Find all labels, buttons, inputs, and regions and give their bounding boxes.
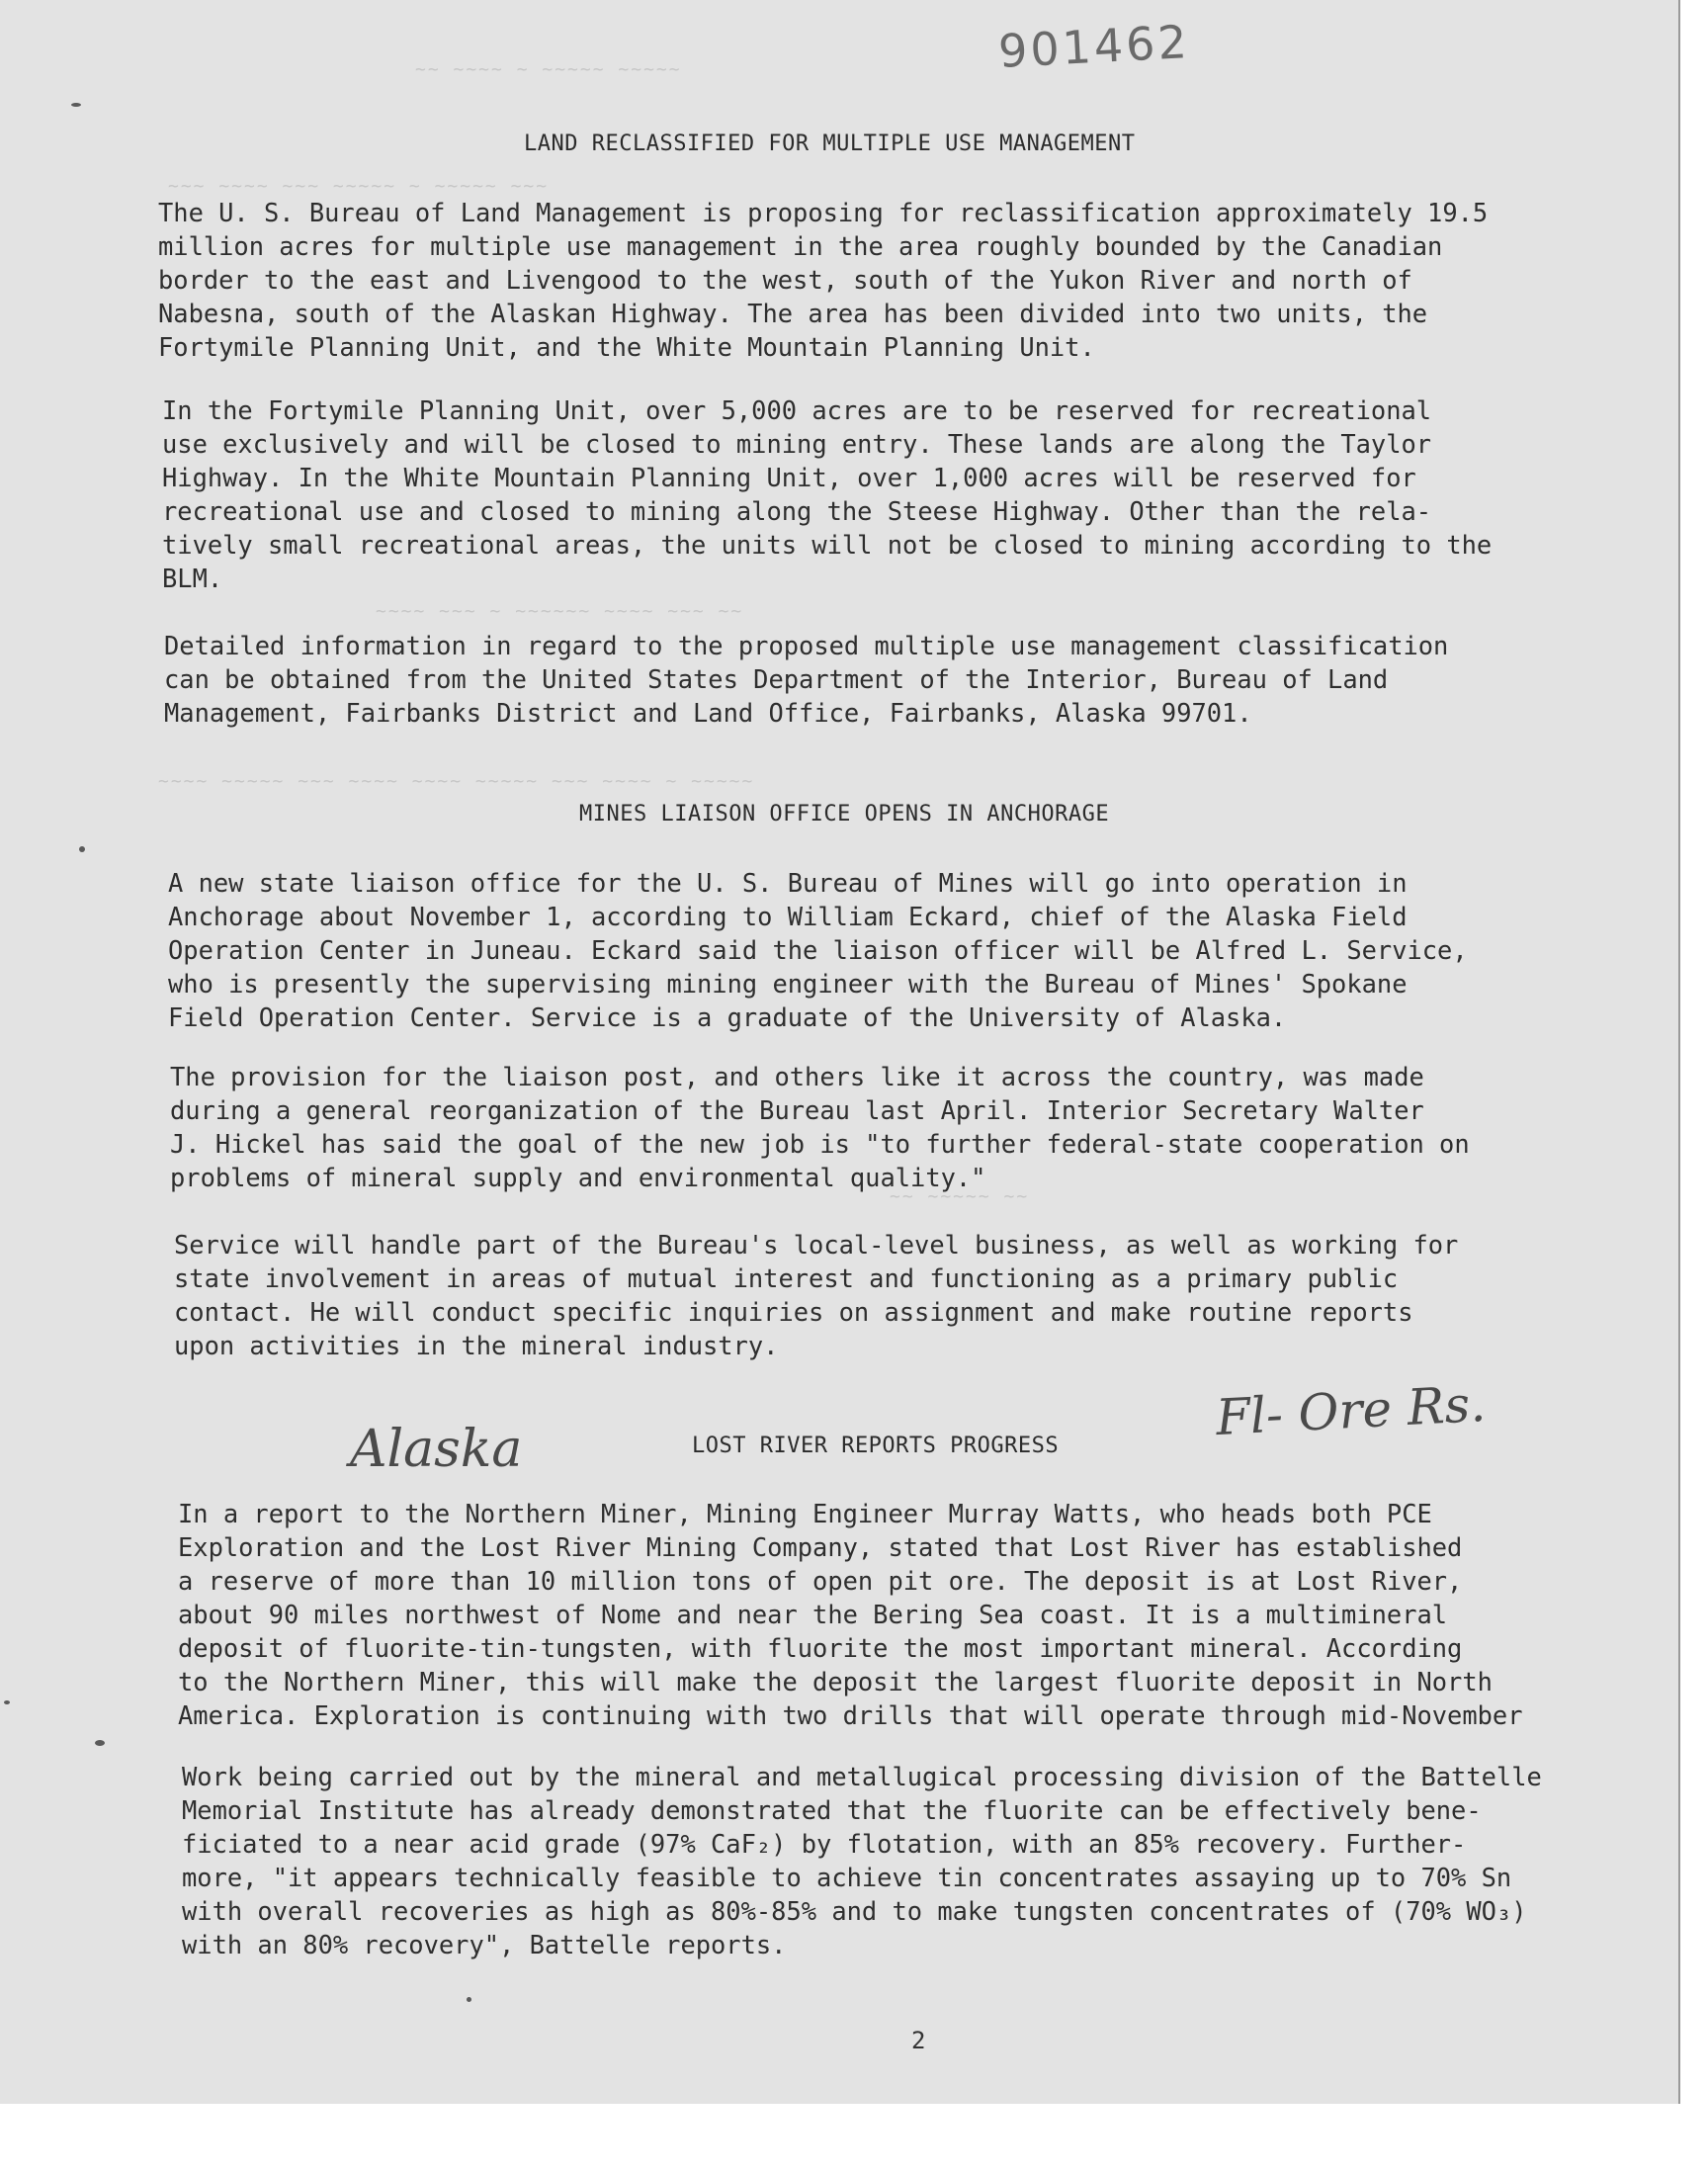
text-line: Work being carried out by the mineral and metallugical processing division of the Battelle bbox=[182, 1762, 1542, 1791]
paragraph bbox=[162, 393, 1492, 595]
text-line: In a report to the Northern Miner, Mining Engineer Murray Watts, who heads both PCE bbox=[178, 1499, 1432, 1528]
text-line: Fortymile Planning Unit, and the White Mountain Planning Unit. bbox=[158, 332, 1095, 362]
text-line: with an 80% recovery", Battelle reports. bbox=[182, 1930, 787, 1959]
paragraph bbox=[164, 629, 1448, 730]
section-heading-lost-river: LOST RIVER REPORTS PROGRESS bbox=[692, 1434, 1060, 1458]
paragraph bbox=[174, 1228, 1458, 1362]
scan-border-bottom bbox=[0, 2104, 1708, 2175]
text-line: Highway. In the White Mountain Planning Unit, over 1,000 acres will be reserved for bbox=[162, 463, 1416, 492]
text-line: Service will handle part of the Bureau's local-level business, as well as working for bbox=[174, 1230, 1459, 1260]
bleed-through: ~~ ~~~~ ~ ~~~~~ ~~~~~ bbox=[415, 59, 682, 80]
text-line: Management, Fairbanks District and Land Office, Fairbanks, Alaska 99701. bbox=[164, 698, 1252, 728]
handwritten-note-left: Alaska bbox=[350, 1420, 523, 1479]
text-line: ficiated to a near acid grade (97% CaF₂) by flotation, with an 85% recovery. Further- bbox=[182, 1829, 1467, 1859]
text-line: Operation Center in Juneau. Eckard said the liaison officer will be Alfred L. Service, bbox=[168, 935, 1468, 965]
paragraph bbox=[182, 1760, 1542, 1961]
text-line: deposit of fluorite-tin-tungsten, with fluorite the most important mineral. According bbox=[178, 1633, 1463, 1663]
text-line: America. Exploration is continuing with two drills that will operate through mid-November bbox=[178, 1700, 1523, 1730]
text-line: The provision for the liaison post, and others like it across the country, was made bbox=[170, 1062, 1424, 1091]
text-line: state involvement in areas of mutual interest and functioning as a primary public bbox=[174, 1263, 1399, 1293]
text-line: contact. He will conduct specific inquiries on assignment and make routine reports bbox=[174, 1297, 1413, 1327]
paragraph bbox=[168, 866, 1468, 1034]
text-line: tively small recreational areas, the units will not be closed to mining according to the bbox=[162, 530, 1493, 560]
paragraph bbox=[170, 1060, 1470, 1194]
text-line: during a general reorganization of the Bureau last April. Interior Secretary Walter bbox=[170, 1095, 1424, 1125]
scan-speck bbox=[71, 103, 81, 107]
text-line: with overall recoveries as high as 80%-85% and to make tungsten concentrates of (70% WO₃) bbox=[182, 1896, 1527, 1926]
section-heading-land-reclassified: LAND RECLASSIFIED FOR MULTIPLE USE MANAGEMENT bbox=[524, 131, 1136, 156]
scan-border-right bbox=[1678, 0, 1708, 2104]
scan-speck bbox=[4, 1700, 10, 1704]
scan-speck bbox=[467, 1997, 471, 2002]
document-number-stamp: 901462 bbox=[996, 14, 1191, 79]
text-line: Exploration and the Lost River Mining Company, stated that Lost River has established bbox=[178, 1532, 1463, 1562]
bleed-through: ~~~~ ~~~~~ ~~~ ~~~~ ~~~~ ~~~~~ ~~~ ~~~~ ~ ~~~~~ bbox=[158, 771, 755, 792]
text-line: Anchorage about November 1, according to William Eckard, chief of the Alaska Field bbox=[168, 902, 1408, 931]
text-line: upon activities in the mineral industry. bbox=[174, 1331, 779, 1360]
text-line: problems of mineral supply and environmental quality." bbox=[170, 1163, 986, 1192]
text-line: Field Operation Center. Service is a graduate of the University of Alaska. bbox=[168, 1002, 1287, 1032]
paragraph bbox=[158, 196, 1488, 364]
text-line: Memorial Institute has already demonstrated that the fluorite can be effectively bene- bbox=[182, 1795, 1482, 1825]
handwritten-note-right: Fl- Ore Rs. bbox=[1214, 1374, 1488, 1447]
text-line: recreational use and closed to mining along the Steese Highway. Other than the rela- bbox=[162, 496, 1432, 526]
scan-speck bbox=[95, 1740, 105, 1746]
text-line: who is presently the supervising mining engineer with the Bureau of Mines' Spokane bbox=[168, 969, 1408, 999]
scan-speck bbox=[79, 846, 85, 852]
bleed-through: ~~ ~~~~~ ~~ bbox=[890, 1186, 1030, 1207]
text-line: Detailed information in regard to the proposed multiple use management classification bbox=[164, 631, 1449, 660]
page-number: 2 bbox=[911, 2027, 926, 2054]
text-line: use exclusively and will be closed to mining entry. These lands are along the Taylor bbox=[162, 429, 1432, 459]
text-line: Nabesna, south of the Alaskan Highway. The area has been divided into two units, the bbox=[158, 299, 1428, 328]
text-line: BLM. bbox=[162, 564, 223, 593]
text-line: to the Northern Miner, this will make the deposit the largest fluorite deposit in North bbox=[178, 1667, 1493, 1696]
paragraph bbox=[178, 1497, 1523, 1732]
bleed-through: ~~~ ~~~~ ~~~ ~~~~~ ~ ~~~~~ ~~~ bbox=[168, 176, 550, 197]
text-line: In the Fortymile Planning Unit, over 5,000 acres are to be reserved for recreational bbox=[162, 395, 1432, 425]
text-line: J. Hickel has said the goal of the new job is "to further federal-state cooperation on bbox=[170, 1129, 1470, 1159]
text-line: The U. S. Bureau of Land Management is proposing for reclassification approximately 19.5 bbox=[158, 198, 1489, 227]
text-line: about 90 miles northwest of Nome and near the Bering Sea coast. It is a multimineral bbox=[178, 1600, 1448, 1629]
bleed-through: ~~~~ ~~~ ~ ~~~~~~ ~~~~ ~~~ ~~ bbox=[376, 601, 744, 622]
text-line: A new state liaison office for the U. S. Bureau of Mines will go into operation in bbox=[168, 868, 1408, 898]
text-line: million acres for multiple use management in the area roughly bounded by the Canadian bbox=[158, 231, 1443, 261]
section-heading-mines-liaison: MINES LIAISON OFFICE OPENS IN ANCHORAGE bbox=[579, 802, 1110, 826]
text-line: a reserve of more than 10 million tons of open pit ore. The deposit is at Lost River, bbox=[178, 1566, 1463, 1596]
text-line: border to the east and Livengood to the west, south of the Yukon River and north of bbox=[158, 265, 1412, 295]
text-line: can be obtained from the United States Department of the Interior, Bureau of Land bbox=[164, 664, 1389, 694]
text-line: more, "it appears technically feasible to achieve tin concentrates assaying up to 70% Sn bbox=[182, 1863, 1512, 1892]
